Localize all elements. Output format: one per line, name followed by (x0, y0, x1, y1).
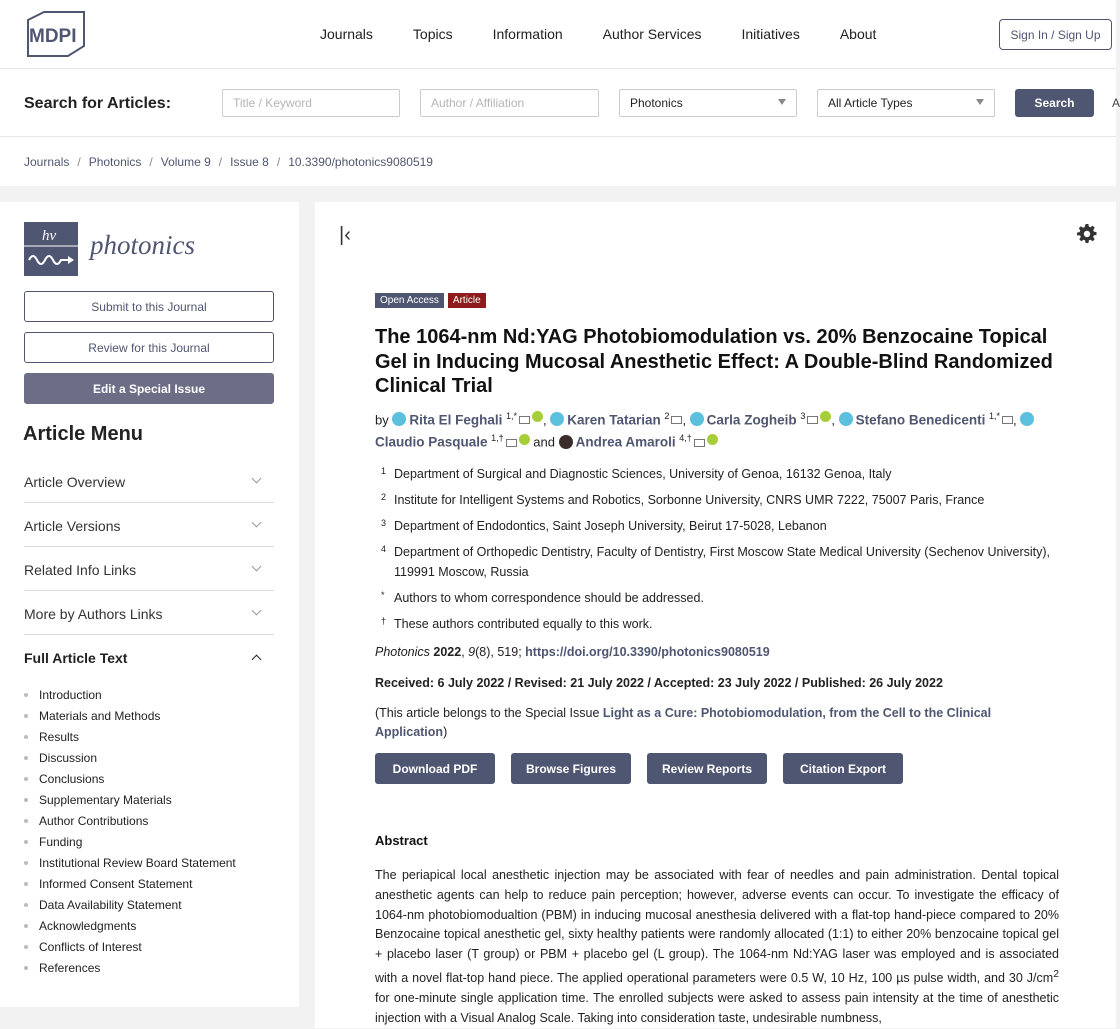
author-link[interactable]: Carla Zogheib (706, 412, 797, 428)
menu-related-info-links[interactable]: Related Info Links (24, 547, 274, 591)
journal-name[interactable]: photonics (90, 230, 195, 260)
chevron-up-icon (252, 655, 262, 665)
table-of-contents (24, 684, 236, 978)
menu-article-versions[interactable]: Article Versions (24, 503, 274, 547)
mdpi-logo[interactable] (24, 12, 88, 56)
bullet-icon (24, 903, 28, 907)
affiliations (375, 464, 1065, 640)
special-issue-note: (This article belongs to the Special Issue Light as a Cure: Photobiomodulation, from the Cell to the Clinical Application) (375, 706, 992, 739)
toc-item[interactable]: Materials and Methods (24, 705, 236, 726)
affiliation-item: 3 Department of Endodontics, Saint Joseph University, Beirut 17-5028, Lebanon (381, 518, 827, 533)
author-link[interactable]: Claudio Pasquale (375, 434, 488, 450)
bullet-icon (24, 966, 28, 970)
bullet-icon (24, 693, 28, 697)
open-access-badge: Open Access (375, 293, 444, 308)
email-icon[interactable] (671, 416, 682, 424)
toc-item[interactable]: Informed Consent Statement (24, 873, 236, 894)
article-tags (375, 293, 490, 308)
main-nav (320, 26, 916, 42)
svg-text:hv: hv (42, 228, 57, 244)
toc-item[interactable]: Discussion (24, 747, 236, 768)
menu-full-article-text[interactable]: Full Article Text (24, 635, 274, 679)
title-keyword-input[interactable] (233, 96, 389, 110)
toc-item[interactable]: References (24, 957, 236, 978)
bullet-icon (24, 861, 28, 865)
caret-down-icon (976, 99, 984, 105)
review-reports-button[interactable]: Review Reports (647, 753, 767, 784)
chevron-down-icon (252, 562, 262, 572)
nav-about[interactable]: About (839, 26, 877, 42)
journal-logo[interactable] (24, 222, 78, 276)
toc-item[interactable]: Funding (24, 831, 236, 852)
search-label: Search for Articles: (24, 95, 172, 112)
bullet-icon (24, 840, 28, 844)
menu-more-by-authors[interactable]: More by Authors Links (24, 591, 274, 635)
chevron-down-icon (252, 606, 262, 616)
breadcrumb-doi[interactable]: 10.3390/photonics9080519 (288, 155, 433, 169)
article-actions (375, 753, 919, 784)
toc-item[interactable]: Conclusions (24, 768, 236, 789)
author-avatar-icon (392, 412, 406, 426)
journal-select[interactable] (619, 89, 797, 117)
author-avatar-icon (1020, 412, 1034, 426)
advanced-search-link[interactable]: A (1112, 96, 1120, 110)
breadcrumb-photonics[interactable]: Photonics (88, 155, 142, 169)
toc-item[interactable]: Author Contributions (24, 810, 236, 831)
gear-icon[interactable] (1077, 224, 1097, 244)
affiliation-item: 2 Institute for Intelligent Systems and Robotics, Sorbonne University, CNRS UMR 7222, 75007 Paris, France (381, 492, 985, 507)
menu-article-overview[interactable]: Article Overview (24, 459, 274, 503)
email-icon[interactable] (694, 439, 705, 447)
toc-item[interactable]: Results (24, 726, 236, 747)
abstract-text: The periapical local anesthetic injection may be associated with fear of needles and pain administration. Dental topical anesthetic agents can help to reduce pain perception; however, adverse events can occur. To investigate the efficacy of 1064-nm photobiomodualtion (PBM) in inducing mucosal anesthesia delivered with a flat-top hand-piece compared to 20% Benzocaine topical anesthetic gel, sixty healthy patients were randomly allocated (1:1) to either 20% benzocaine topical gel + placebo laser (T group) or PBM + placebo gel (L group). The 1064-nm Nd:YAG laser was employed and is associated with a novel flat-top hand piece. The applied operational parameters were 0.5 W, 10 Hz, 100 µs pulse width, and 30 $J/cm^2$ for one-minute single application time. The enrolled subjects were asked to assess pain intensity at the time of anesthetic injection with a Visual Analog Scale. Taking into consideration taste, undesirable numbness, (375, 868, 1059, 1025)
email-icon[interactable] (519, 416, 530, 424)
edit-special-issue-button[interactable]: Edit a Special Issue (24, 373, 274, 404)
article-title: The 1064-nm Nd:YAG Photobiomodulation vs. 20% Benzocaine Topical Gel in Inducing Mucosal Anesthetic Effect: A Double-Blind Randomized Clinical Trial (375, 326, 1053, 397)
journal-select-value: Photonics (630, 96, 683, 110)
doi-link[interactable]: https://doi.org/10.3390/photonics9080519 (525, 645, 770, 659)
author-avatar-icon (839, 412, 853, 426)
article-panel (315, 202, 1116, 1028)
breadcrumb-journals[interactable]: Journals (24, 155, 70, 169)
review-journal-button[interactable]: Review for this Journal (24, 332, 274, 363)
author-affiliation-input[interactable] (431, 96, 588, 110)
article-type-badge: Article (448, 293, 486, 308)
toc-item[interactable]: Data Availability Statement (24, 894, 236, 915)
nav-initiatives[interactable]: Initiatives (741, 26, 800, 42)
top-header (0, 0, 1116, 69)
nav-topics[interactable]: Topics (412, 26, 453, 42)
nav-information[interactable]: Information (492, 26, 563, 42)
breadcrumb-volume[interactable]: Volume 9 (160, 155, 211, 169)
author-photo-icon (559, 435, 573, 449)
breadcrumb: Journals / Photonics / Volume 9 / Issue 8 / 10.3390/photonics9080519 (0, 137, 1116, 186)
toc-item[interactable]: Conflicts of Interest (24, 936, 236, 957)
bullet-icon (24, 882, 28, 886)
bullet-icon (24, 924, 28, 928)
author-link[interactable]: Andrea Amaroli (575, 434, 676, 450)
toc-item[interactable]: Acknowledgments (24, 915, 236, 936)
search-button[interactable]: Search (1015, 89, 1094, 117)
toc-item[interactable]: Introduction (24, 684, 236, 705)
orcid-icon[interactable] (707, 434, 718, 445)
article-type-value: All Article Types (828, 96, 913, 110)
sign-in-button[interactable]: Sign In / Sign Up (999, 19, 1112, 50)
orcid-icon[interactable] (519, 434, 530, 445)
search-bar (0, 69, 1120, 137)
citation-line: Photonics 2022, 9(8), 519; https://doi.org/10.3390/photonics9080519 (375, 645, 770, 659)
toc-item[interactable]: Institutional Review Board Statement (24, 852, 236, 873)
bullet-icon (24, 714, 28, 718)
orcid-icon[interactable] (820, 411, 831, 422)
author-avatar-icon (550, 412, 564, 426)
email-icon[interactable] (506, 439, 517, 447)
nav-journals[interactable]: Journals (320, 26, 373, 42)
abstract-heading: Abstract (375, 833, 428, 848)
author-avatar-icon (690, 412, 704, 426)
citation-export-button[interactable]: Citation Export (783, 753, 903, 784)
chevron-down-icon (252, 474, 262, 484)
affiliation-item: 1 Department of Surgical and Diagnostic Sciences, University of Genoa, 16132 Genoa, Italy (381, 466, 892, 481)
toc-item[interactable]: Supplementary Materials (24, 789, 236, 810)
chevron-down-icon (252, 518, 262, 528)
article-type-select[interactable] (817, 89, 995, 117)
svg-text:MDPI: MDPI (29, 26, 77, 47)
publication-dates: Received: 6 July 2022 / Revised: 21 July 2022 / Accepted: 23 July 2022 / Published: 26 July 2022 (375, 676, 943, 690)
orcid-icon[interactable] (532, 411, 543, 422)
email-icon[interactable] (807, 416, 818, 424)
submit-journal-button[interactable]: Submit to this Journal (24, 291, 274, 322)
caret-down-icon (778, 99, 786, 105)
breadcrumb-issue[interactable]: Issue 8 (230, 155, 269, 169)
affiliation-item: * Authors to whom correspondence should be addressed. (381, 590, 704, 605)
author-affiliation-field[interactable] (420, 89, 599, 117)
browse-figures-button[interactable]: Browse Figures (511, 753, 631, 784)
bullet-icon (24, 819, 28, 823)
email-icon[interactable] (1002, 416, 1013, 424)
author-link[interactable]: Rita El Feghali (409, 412, 503, 428)
author-link[interactable]: Stefano Benedicenti (855, 412, 986, 428)
bullet-icon (24, 756, 28, 760)
title-keyword-field[interactable] (222, 89, 400, 117)
bullet-icon (24, 945, 28, 949)
download-pdf-button[interactable]: Download PDF (375, 753, 495, 784)
affiliation-item: † These authors contributed equally to this work. (381, 616, 653, 631)
bullet-icon (24, 735, 28, 739)
author-list: by Rita El Feghali $^{1,*}$ , Karen Tatarian $^2$ , Carla Zogheib $^3$ , Stefano Benedicenti $^{1,*}$ , Claudio Pasquale $^{1,\dagger}$ and Andrea Amaroli $^{4,\dagger}$ (375, 407, 1065, 452)
affiliation-item: 4 Department of Orthopedic Dentistry, Faculty of Dentistry, First Moscow State Medical University (Sechenov University), 119991 Moscow, Russia (381, 544, 1050, 579)
article-menu-title: Article Menu (23, 423, 144, 445)
special-issue-link[interactable]: Light as a Cure: Photobiomodulation, from the Cell to the Clinical Application (375, 706, 992, 739)
bullet-icon (24, 798, 28, 802)
author-link[interactable]: Karen Tatarian (567, 412, 661, 428)
bullet-icon (24, 777, 28, 781)
collapse-sidebar-icon[interactable]: |‹ (339, 224, 351, 246)
left-sidebar (0, 202, 299, 1007)
nav-author-services[interactable]: Author Services (602, 26, 702, 42)
